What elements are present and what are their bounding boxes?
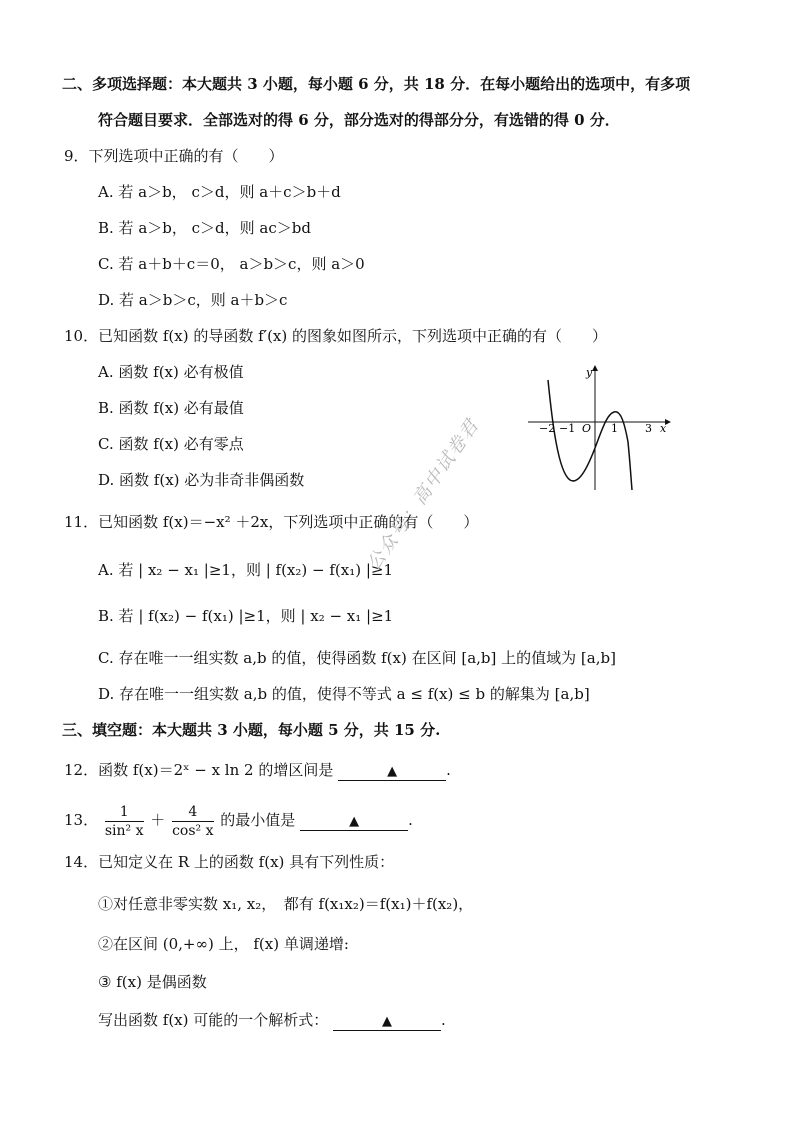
q10-option-a: A. 函数 f(x) 必有极值 [98, 363, 244, 381]
q12-stem: 12．函数 f(x)＝2ˣ − x ln 2 的增区间是 [64, 761, 334, 779]
y-axis-label: y [586, 366, 593, 379]
q10-option-c: C. 函数 f(x) 必有零点 [98, 435, 244, 453]
q14-ask: 写出函数 f(x) 可能的一个解析式： [98, 1011, 329, 1029]
q9-option-a: A. 若 a＞b， c＞d，则 a＋c＞b＋d [98, 183, 341, 201]
q13-fraction-1 [105, 804, 144, 839]
triangle-icon: ▲ [349, 814, 360, 829]
q12-line [64, 760, 451, 781]
q13-fraction-2 [172, 804, 213, 839]
q10-stem: 10．已知函数 f(x) 的导函数 f′(x) 的图象如图所示，下列选项中正确的有（ ） [64, 327, 607, 345]
q13-end: . [408, 811, 413, 829]
section2-header-line2: 符合题目要求．全部选对的得 6 分，部分选对的得部分分，有选错的得 0 分． [98, 111, 620, 129]
q10-option-b: B. 函数 f(x) 必有最值 [98, 399, 244, 417]
q13-frac2-numerator: 4 [172, 804, 213, 822]
x-axis-label: x [660, 422, 667, 435]
q9-option-d: D. 若 a＞b＞c，则 a＋b＞c [98, 291, 288, 309]
derivative-graph [528, 362, 676, 492]
q14-stem: 14．已知定义在 R 上的函数 f(x) 具有下列性质： [64, 853, 395, 871]
section2-header-line1: 二、多项选择题：本大题共 3 小题，每小题 6 分，共 18 分．在每小题给出的选项中，有多项 [62, 75, 691, 93]
q13-frac2-denominator: cos² x [172, 822, 214, 839]
q11-option-c: C. 存在唯一一组实数 a,b 的值，使得函数 f(x) 在区间 [a,b] 上的值域为 [a,b] [98, 649, 616, 667]
q14-property-3: ③ f(x) 是偶函数 [98, 973, 207, 991]
q11-option-a: A. 若 | x₂ − x₁ |≥1，则 | f(x₂) − f(x₁) |≥1 [98, 561, 394, 579]
q14-property-2: ②在区间 (0,+∞) 上， f(x) 单调递增: [98, 935, 349, 953]
q14-answer-blank[interactable] [333, 1012, 441, 1031]
q13-frac1-numerator: 1 [105, 804, 144, 822]
q13-answer-blank[interactable] [300, 812, 408, 831]
q9-option-b: B. 若 a＞b， c＞d，则 ac＞bd [98, 219, 311, 237]
section3-header: 三、填空题：本大题共 3 小题，每小题 5 分，共 15 分. [62, 721, 441, 739]
watermark: 公众号：高中试卷君 [363, 414, 484, 575]
triangle-icon: ▲ [387, 764, 398, 779]
q10-option-d: D. 函数 f(x) 必为非奇非偶函数 [98, 471, 305, 489]
q12-answer-blank[interactable] [338, 762, 446, 781]
q9-option-c: C. 若 a＋b＋c＝0， a＞b＞c，则 a＞0 [98, 255, 365, 273]
tick-label-neg2: −2 [539, 422, 556, 435]
tick-label-neg1: −1 [559, 422, 576, 435]
origin-label: O [582, 422, 592, 435]
derivative-curve [548, 380, 632, 490]
tick-label-3: 3 [645, 422, 652, 435]
q13-frac1-denominator: sin² x [104, 822, 144, 839]
q14-end: . [441, 1011, 446, 1029]
tick-label-1: 1 [611, 422, 618, 435]
q13-number: 13． [64, 811, 99, 829]
q11-stem: 11．已知函数 f(x)＝−x² ＋2x，下列选项中正确的有（ ） [64, 513, 479, 531]
q9-stem: 9．下列选项中正确的有（ ） [64, 147, 284, 165]
triangle-icon: ▲ [382, 1014, 393, 1029]
q14-property-1: ①对任意非零实数 x₁, x₂， 都有 f(x₁x₂)＝f(x₁)＋f(x₂)， [98, 895, 474, 913]
q13-line [64, 800, 413, 840]
q13-plus: ＋ [150, 811, 166, 829]
q12-end: . [446, 761, 451, 779]
q11-option-d: D. 存在唯一一组实数 a,b 的值，使得不等式 a ≤ f(x) ≤ b 的解集为 [a,b] [98, 685, 590, 703]
q14-ask-line [98, 1010, 446, 1031]
q11-option-b: B. 若 | f(x₂) − f(x₁) |≥1，则 | x₂ − x₁ |≥1 [98, 607, 394, 625]
q13-text: 的最小值是 [220, 811, 296, 829]
